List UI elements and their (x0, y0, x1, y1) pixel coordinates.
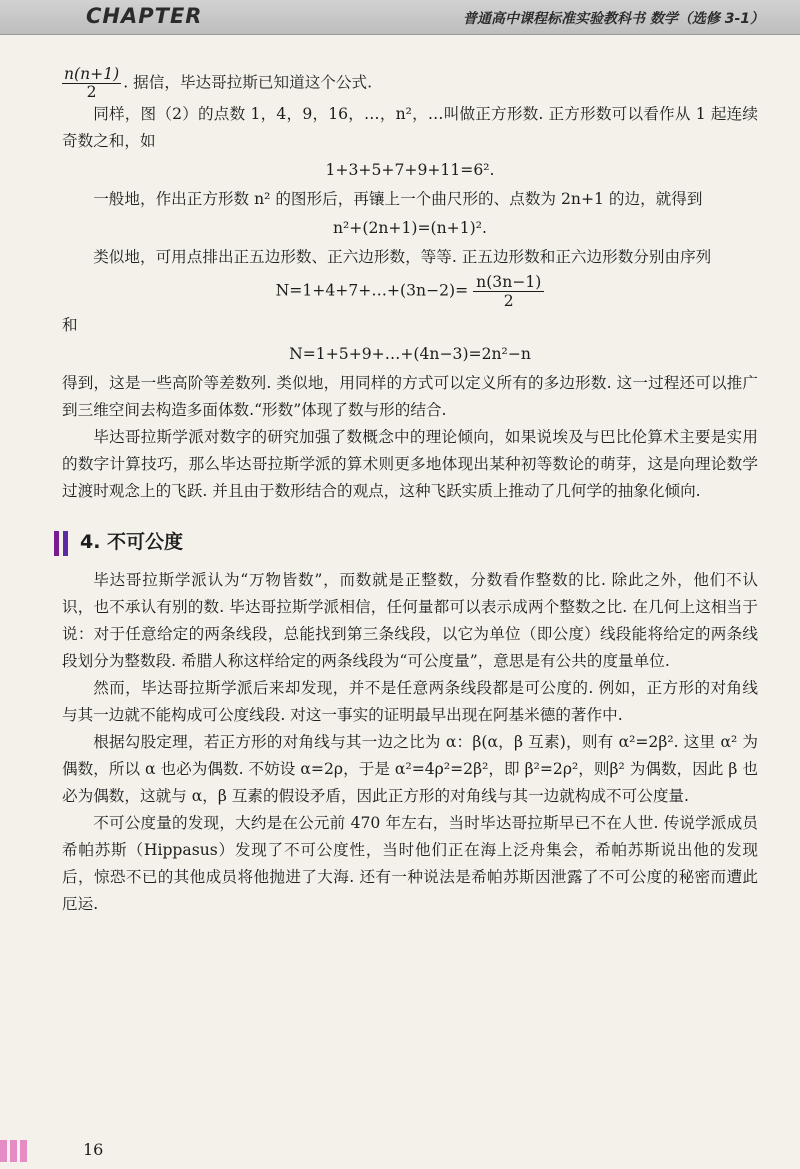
paragraph-2: 同样，图（2）的点数 1，4，9，16，…，n²，…叫做正方形数. 正方形数可以看作从 1 起连续奇数之和，如 (62, 105, 758, 150)
page-header (0, 0, 800, 35)
equation-3 (62, 273, 758, 310)
equation-3-fraction: $\frac{n(3n-1)}{2}$ (473, 273, 544, 310)
paragraph-10: 不可公度量的发现，大约是在公元前 470 年左右，当时毕达哥拉斯早已不在人世. 传说学派成员希帕苏斯（Hippasus）发现了不可公度性，当时他们正在海上泛舟集会，希帕苏斯说出他的发现后，惊恐不已的其他成员将他抛进了大海. 还有一种说法是希帕苏斯因泄露了不可公度的秘密而遭此厄运. (62, 814, 758, 913)
fraction-n-n-plus-1-over-2: $\frac{n(n+1)}{2}$ (64, 65, 120, 101)
page-number: 16 (83, 1140, 104, 1159)
equation-4: N=1+5+9+…+(4n−3)=2n²−n (289, 345, 531, 363)
page-content (62, 66, 758, 918)
section-title: 4. 不可公度 (80, 531, 184, 553)
book-title: 普通高中课程标准实验教科书 数学（选修 3-1） (462, 11, 764, 27)
paragraph-5: 得到，这是一些高阶等差数列. 类似地，用同样的方式可以定义所有的多边形数. 这一过程还可以推广到三维空间去构造多面体数.“形数”体现了数与形的结合. (62, 374, 758, 419)
conjunction-he: 和 (62, 316, 78, 334)
footer-bar-icon (10, 1140, 17, 1162)
paragraph-1-text: . 据信，毕达哥拉斯已知道这个公式. (123, 73, 373, 92)
paragraph-4: 类似地，可用点排出正五边形数、正六边形数，等等. 正五边形数和正六边形数分别由序列 (93, 248, 712, 266)
equation-2: n²+(2n+1)=(n+1)². (333, 219, 487, 237)
section-bar-icon (54, 531, 59, 556)
footer-decoration (0, 1140, 60, 1162)
paragraph-6: 毕达哥拉斯学派对数字的研究加强了数概念中的理论倾向，如果说埃及与巴比伦算术主要是实用的数字计算技巧，那么毕达哥拉斯学派的算术则更多地体现出某种初等数论的萌芽，这是向理论数学过渡时观念上的飞跃. 并且由于数形结合的观点，这种飞跃实质上推动了几何学的抽象化倾向. (62, 428, 758, 500)
paragraph-9: 根据勾股定理，若正方形的对角线与其一边之比为 α：β(α，β 互素)，则有 α²=2β². 这里 α² 为偶数，所以 α 也必为偶数. 不妨设 α=2ρ，于是 α²=4ρ²=2β²，即 β²=2ρ²，则β² 为偶数，因此 β 也必为偶数，这就与 α，β 互素的假设矛盾，因此正方形的对角线与其一边就构成不可公度量. (62, 733, 758, 805)
footer-bar-icon (0, 1140, 7, 1162)
paragraph-8: 然而，毕达哥拉斯学派后来却发现，并不是任意两条线段都是可公度的. 例如，正方形的对角线与其一边就不能构成可公度线段. 对这一事实的证明最早出现在阿基米德的著作中. (62, 679, 758, 724)
equation-1: 1+3+5+7+9+11=6². (325, 161, 495, 179)
paragraph-7: 毕达哥拉斯学派认为“万物皆数”，而数就是正整数，分数看作整数的比. 除此之外，他们不认识，也不承认有别的数. 毕达哥拉斯学派相信，任何量都可以表示成两个整数之比. 在几何上这相当于说：对于任意给定的两条线段，总能找到第三条线段，以它为单位（即公度）线段能将给定的两条线段划分为整数段. 希腊人称这样给定的两条线段为“可公度量”，意思是有公共的度量单位. (62, 571, 758, 670)
section-bar-icon (63, 531, 68, 556)
section-heading (54, 527, 758, 559)
paragraph-1 (62, 66, 758, 101)
footer-bar-icon (20, 1140, 27, 1162)
chapter-label: CHAPTER (86, 4, 203, 28)
equation-3-left: N=1+4+7+…+(3n−2)= (275, 281, 469, 300)
paragraph-3: 一般地，作出正方形数 n² 的图形后，再镶上一个曲尺形的、点数为 2n+1 的边，就得到 (93, 190, 703, 208)
